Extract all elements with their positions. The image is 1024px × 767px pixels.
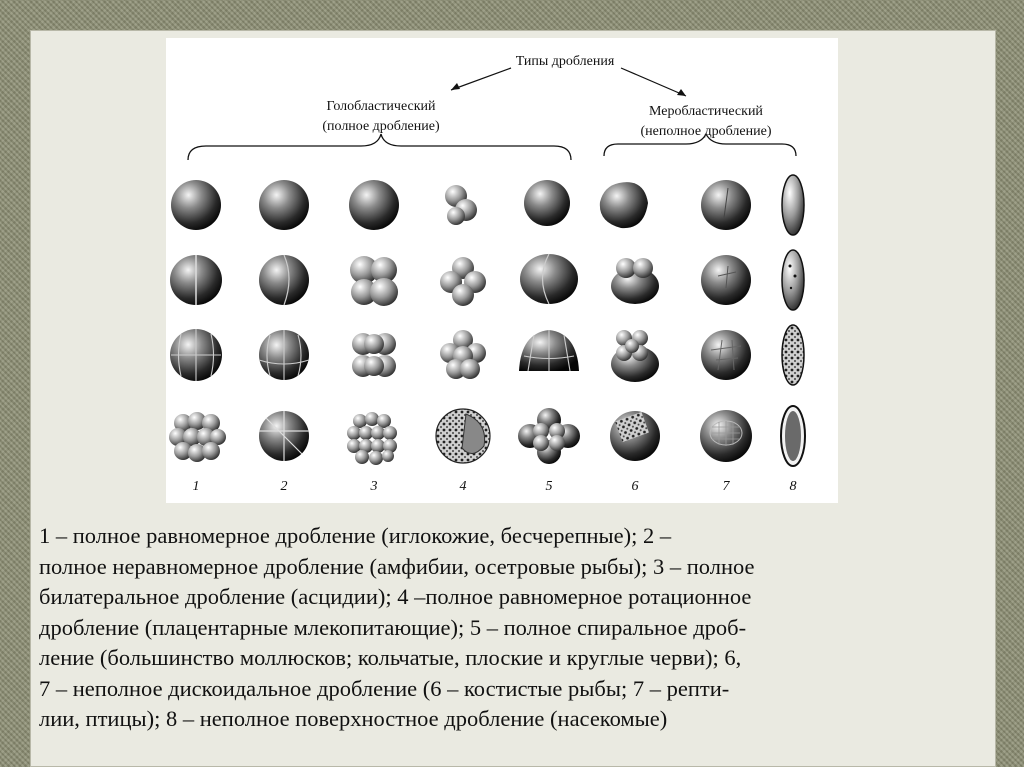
- column-label-7: 7: [722, 479, 730, 494]
- embryo-6-3: [611, 330, 659, 382]
- embryo-3-2: [350, 256, 398, 306]
- embryo-5-3: [519, 330, 579, 371]
- column-label-1: 1: [192, 479, 200, 494]
- embryo-1-2: [170, 255, 222, 305]
- embryo-5-4: [518, 408, 580, 464]
- arrow-left: [451, 68, 511, 90]
- embryo-7-4: [700, 410, 752, 462]
- arrow-left-head: [451, 83, 460, 90]
- cleavage-diagram: [166, 38, 838, 503]
- caption-line: лии, птицы); 8 – неполное поверхностное дробление (насекомые): [39, 706, 668, 731]
- cleavage-types-figure: [166, 38, 838, 503]
- arrow-right: [621, 68, 686, 96]
- embryo-1-4: [169, 412, 226, 462]
- embryo-1-3: [170, 329, 222, 381]
- embryo-6-4: [610, 411, 660, 461]
- slide: [30, 30, 996, 767]
- embryo-5-2: [520, 254, 578, 304]
- caption-line: 7 – неполное дискоидальное дробление (6 – костистые рыбы; 7 – репти-: [39, 675, 730, 701]
- embryo-7-3: [701, 330, 751, 380]
- embryo-8-1: [782, 175, 804, 235]
- column-label-3: 3: [370, 479, 378, 494]
- embryo-4-4: [436, 409, 490, 463]
- meroblastic-label: Меробластический: [649, 104, 763, 119]
- embryo-1-1: [171, 180, 221, 230]
- embryo-2-4: [259, 411, 309, 461]
- embryo-3-1: [349, 180, 399, 230]
- column-label-5: 5: [545, 479, 553, 494]
- embryo-4-3: [440, 330, 486, 379]
- caption-line: ление (большинство моллюсков; кольчатые, плоские и круглые черви); 6,: [39, 645, 742, 670]
- embryo-5-1: [524, 180, 570, 226]
- embryo-2-1: [259, 180, 309, 230]
- caption: [39, 521, 989, 735]
- embryo-8-4: [781, 406, 805, 466]
- caption-line: билатеральное дробление (асцидии); 4 –полное равномерное ротационное: [39, 584, 752, 609]
- holoblastic-label: Голобластический: [326, 99, 436, 114]
- caption-line: 1 – полное равномерное дробление (иглокожие, бесчерепные); 2 –: [39, 523, 672, 548]
- embryo-6-1: [600, 182, 648, 228]
- embryo-3-4: [347, 412, 397, 465]
- embryo-8-3: [782, 325, 804, 385]
- holoblastic-brace: [188, 134, 571, 160]
- embryo-7-2: [701, 255, 751, 305]
- embryo-3-3: [352, 333, 396, 377]
- column-label-6: 6: [631, 479, 639, 494]
- embryo-2-2: [259, 255, 309, 305]
- column-label-4: 4: [459, 479, 467, 494]
- diagram-title: Типы дробления: [515, 54, 615, 69]
- embryo-2-3: [259, 330, 309, 380]
- embryo-4-2: [440, 257, 486, 306]
- caption-line: полное неравномерное дробление (амфибии, осетровые рыбы); 3 – полное: [39, 553, 755, 579]
- column-label-2: 2: [280, 479, 288, 494]
- holoblastic-subtitle: (полное дробление): [322, 119, 440, 134]
- embryo-4-1: [445, 185, 477, 225]
- embryo-6-2: [611, 258, 659, 304]
- embryo-8-2: [782, 250, 804, 310]
- caption-line: дробление (плацентарные млекопитающие); 5 – полное спиральное дроб-: [39, 614, 747, 640]
- column-label-8: 8: [789, 479, 797, 494]
- meroblastic-subtitle: (неполное дробление): [640, 124, 772, 139]
